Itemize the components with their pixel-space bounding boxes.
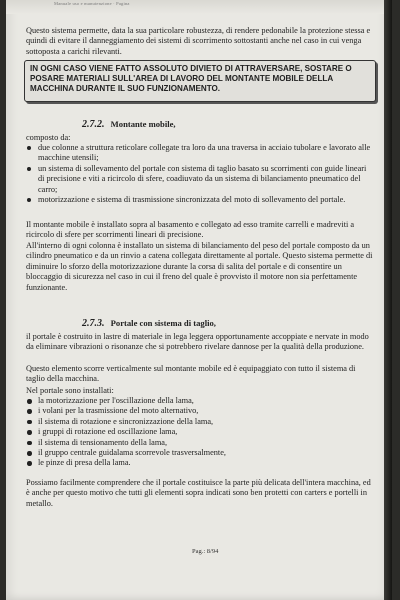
bullet-icon — [27, 430, 32, 435]
bullet-icon — [27, 409, 32, 414]
list-item: due colonne a struttura reticolare collegate tra loro da una traversa in acciaio tubolare e lavorato alle macchine utensili; — [26, 143, 374, 164]
bullet-icon — [27, 198, 31, 202]
list-item: la motorizzazione per l'oscillazione della lama, — [26, 396, 374, 406]
list-item: motorizzazione e sistema di trasmissione sincronizzata del moto di sollevamento del portale. — [26, 195, 374, 205]
section2-paragraph-2: Questo elemento scorre verticalmente sul montante mobile ed è equipaggiato con tutto il sistema di taglio della macchina. — [26, 364, 356, 384]
section2-paragraph-1: il portale è costruito in lastre di materiale in lega leggera opportunamente accoppiate e nervate in modo da eliminare vibrazioni o risonanze che si potrebbero rivelare dannose per la qualità della produzione. — [26, 332, 369, 352]
section2-lead: Nel portale sono installati: — [26, 386, 114, 395]
page-edge-shadow — [384, 0, 392, 600]
section1-paragraph-2: All'interno di ogni colonna è installato un sistema di bilanciamento del peso del portale composto da un cilindro pneumatico e da un rinvio a catena collegata direttamente al portale. Questo sistema permette di diminuire lo sforzo della motorizzazione durante la corsa di salita del portale e di consentire un bloccaggio di sicurezza nel caso in cui il freno del quale è provvisto il motore non sia perfettamente funzionante. — [26, 241, 373, 292]
bullet-icon — [27, 146, 31, 150]
list-item: le pinze di presa della lama. — [26, 458, 374, 468]
warning-box — [24, 60, 376, 102]
section-number: 2.7.2. — [82, 119, 105, 130]
bullet-icon — [27, 167, 31, 171]
warning-text: IN OGNI CASO VIENE FATTO ASSOLUTO DIVIETO DI ATTRAVERSARE, SOSTARE O POSARE MATERIALI SULL'AREA DI LAVORO DEL MONTANTE MOBILE DELLA MACCHINA DURANTE IL SUO FUNZIONAMENTO. — [30, 64, 352, 94]
section-title: Portale con sistema di taglio, — [110, 318, 216, 328]
section-heading-montante — [82, 119, 176, 130]
document-page — [6, 0, 392, 600]
intro-paragraph: Questo sistema permette, data la sua particolare robustezza, di rendere pedonabile la protezione stessa e quindi di evitare il danneggiamento dei sistemi di scorrimento sottostanti anche nel caso in cui venga sottoposta a carichi rilevanti. — [26, 26, 371, 56]
section2-closing: Possiamo facilmente comprendere che il portale costituisce la parte più delicata dell'intera macchina, ed è anche per questo motivo che tutti gli elementi sopra indicati sono ben protetti con carters e portelli in metallo. — [26, 478, 371, 508]
list-item: il sistema di tensionamento della lama, — [26, 438, 374, 448]
top-strip — [6, 0, 392, 14]
section1-lead: composto da: — [26, 133, 71, 142]
section-title: Montante mobile, — [110, 119, 176, 129]
section-number: 2.7.3. — [82, 318, 105, 329]
list-item: il sistema di rotazione e sincronizzazione della lama, — [26, 417, 374, 427]
section2-list — [26, 396, 374, 469]
header-text: Manuale uso e manutenzione · Pagina — [54, 1, 130, 6]
section1-list — [26, 143, 374, 205]
list-item: i gruppi di rotazione ed oscillazione lama, — [26, 427, 374, 437]
bullet-icon — [27, 451, 32, 456]
list-item: i volani per la trasmissione del moto alternativo, — [26, 406, 374, 416]
bullet-icon — [27, 420, 32, 425]
bullet-icon — [27, 441, 32, 446]
bullet-icon — [27, 399, 32, 404]
bullet-icon — [27, 461, 32, 466]
section-heading-portale — [82, 318, 216, 329]
section1-paragraph-1: Il montante mobile è installato sopra al basamento e collegato ad esso tramite carrelli e madreviti a ricircolo di sfere per scorrimenti lineari di precisione. — [26, 220, 355, 240]
list-item: il gruppo centrale guidalama scorrevole trasversalmente, — [26, 448, 374, 458]
list-item: un sistema di sollevamento del portale con sistema di taglio basato su scorrimenti con guide lineari di precisione e viti a ricircolo di sfere, coadiuvato da un sistema di bilanciamento pneumatico del carro; — [26, 164, 374, 195]
page-number: Pag.: 8/94 — [192, 548, 219, 555]
